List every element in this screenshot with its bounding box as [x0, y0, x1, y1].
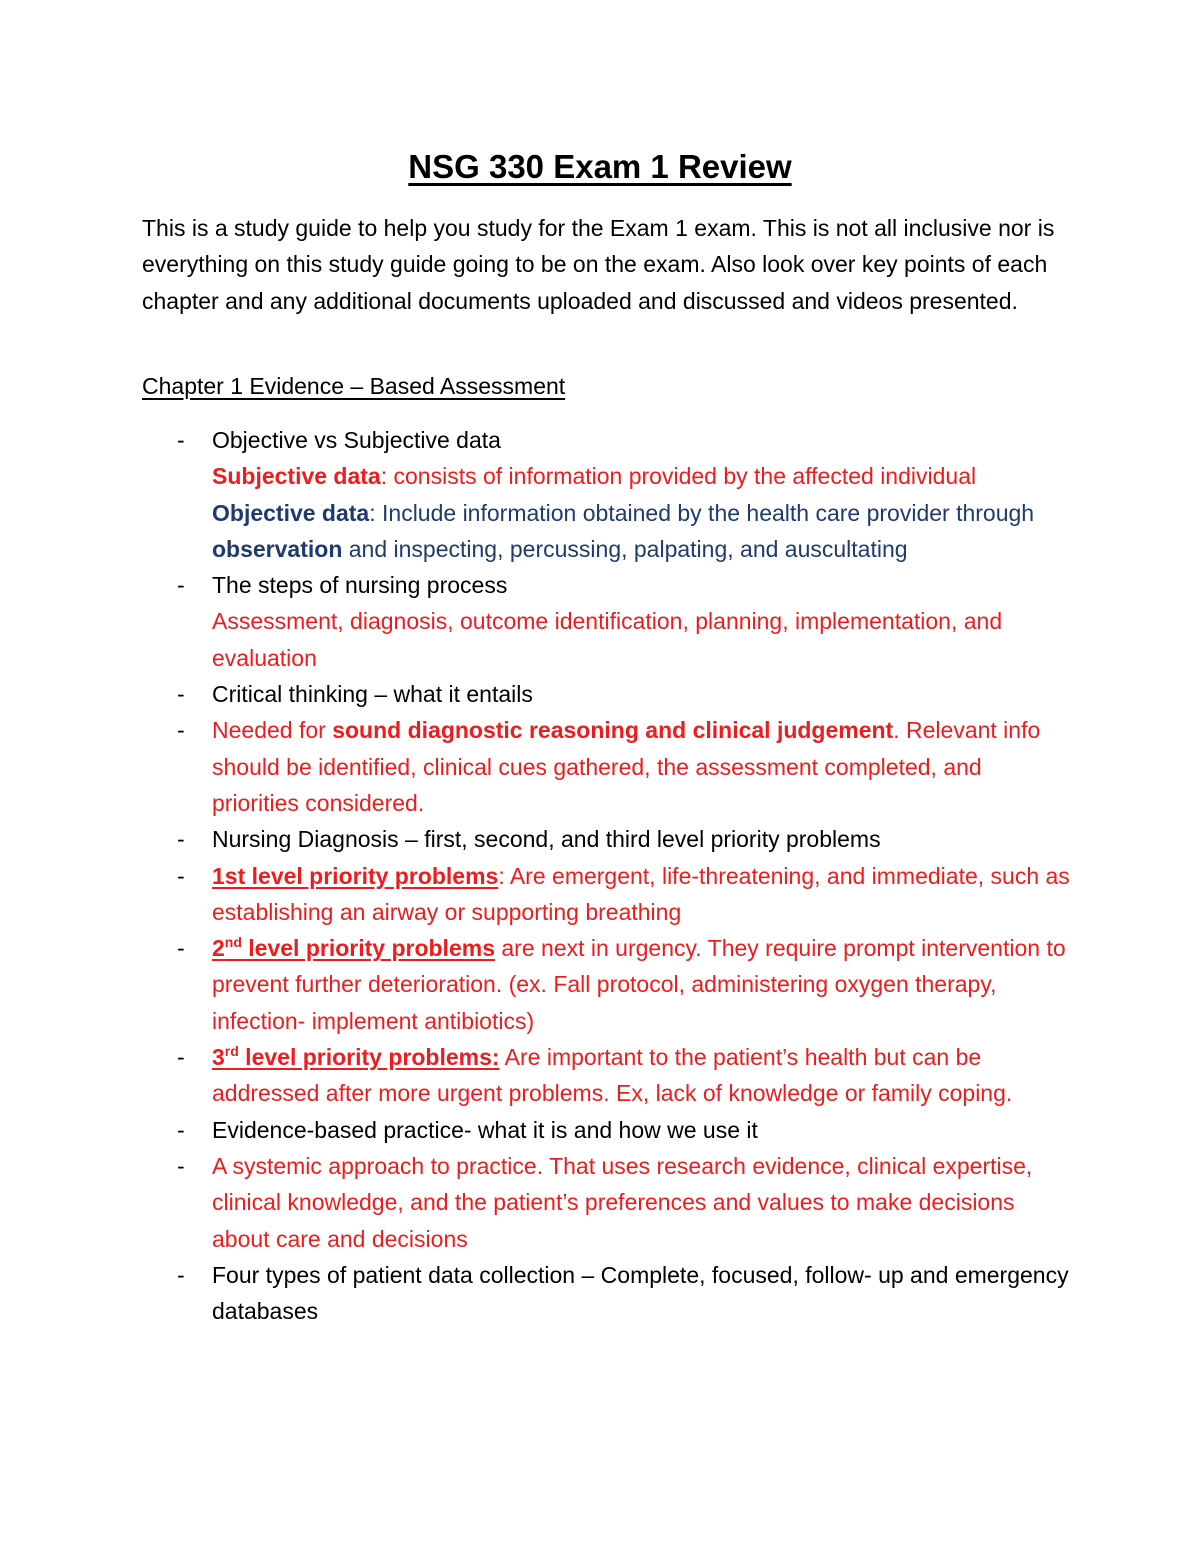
- bullet-dash: -: [177, 826, 185, 853]
- list-item-obj-subj: [0, 422, 1072, 567]
- list-item-second-level: [0, 930, 1072, 1039]
- item-prompt: Nursing Diagnosis – first, second, and third level priority problems: [212, 826, 881, 853]
- first-level-text: : Are emergent, life-threatening, and immediate, such as establishing an airway or supporting breathing: [212, 862, 1070, 925]
- bullet-dash: -: [177, 1044, 185, 1071]
- bullet-dash: -: [177, 1261, 185, 1288]
- third-level-term: [212, 1044, 500, 1070]
- study-list: [0, 422, 1200, 1329]
- item-text-2: . Relevant info should be identified, clinical cues gathered, the assessment completed, and priorities considered.: [212, 717, 1041, 816]
- item-prompt: Objective vs Subjective data: [212, 427, 501, 453]
- bullet-dash: -: [177, 935, 185, 962]
- bullet-dash: -: [177, 717, 185, 744]
- item-text-1: Needed for: [212, 717, 333, 744]
- subjective-text: consists of information provided by the affected individual: [387, 463, 977, 490]
- objective-text-2: and inspecting, percussing, palpating, and auscultating: [342, 535, 908, 562]
- bullet-dash: -: [177, 427, 185, 453]
- list-item-nursing-diagnosis: [0, 821, 1072, 857]
- item-text-bold: sound diagnostic reasoning and clinical judgement: [332, 717, 894, 744]
- second-level-num: 2: [212, 935, 225, 962]
- third-level-label: level priority problems:: [238, 1044, 500, 1071]
- item-prompt: Four types of patient data collection – Complete, focused, follow- up and emergency databases: [212, 1261, 1069, 1325]
- list-item-needed-for: [0, 712, 1072, 821]
- objective-definition: [212, 495, 1072, 568]
- item-answer: A systemic approach to practice. That uses research evidence, clinical expertise, clinical knowledge, and the patient’s preferences and values to make decisions about care and decisions: [212, 1152, 1033, 1252]
- item-prompt: Critical thinking – what it entails: [212, 681, 533, 708]
- second-level-term: [212, 935, 495, 961]
- bullet-dash: -: [177, 1152, 185, 1179]
- third-level-num: 3: [212, 1044, 225, 1071]
- objective-term: Objective data: [212, 499, 370, 526]
- page-title: NSG 330 Exam 1 Review: [408, 148, 792, 185]
- list-item-critical-thinking: [0, 676, 1072, 712]
- intro-paragraph: [142, 210, 1072, 319]
- third-level-sup: rd: [224, 1043, 239, 1060]
- bullet-dash: -: [177, 681, 185, 708]
- list-item-data-collection: [0, 1257, 1072, 1330]
- subjective-definition: [212, 458, 1072, 494]
- bullet-dash: -: [177, 572, 185, 599]
- chapter-heading: Chapter 1 Evidence – Based Assessment: [142, 373, 566, 399]
- objective-text-bold: observation: [212, 535, 343, 562]
- list-item-first-level: [0, 858, 1072, 931]
- subjective-term: Subjective data: [212, 463, 381, 490]
- list-item-ebp: [0, 1112, 1072, 1148]
- objective-text-1: Include information obtained by the health care provider through: [375, 499, 1035, 526]
- second-level-text: are next in urgency. They require prompt intervention to prevent further deterioration. (ex. Fall protocol, administering oxygen therapy, infection- implement antibiotics): [212, 935, 1066, 1034]
- item-prompt: The steps of nursing process: [212, 572, 508, 599]
- second-level-label: level priority problems: [241, 935, 495, 962]
- list-item-third-level: [0, 1039, 1072, 1112]
- list-item-ebp-answer: [0, 1148, 1072, 1257]
- list-item-nursing-process: [0, 567, 1072, 676]
- subjective-colon: :: [380, 463, 388, 490]
- item-prompt: Evidence-based practice- what it is and how we use it: [212, 1116, 758, 1143]
- third-level-text: Are important to the patient’s health but can be addressed after more urgent problems. Ex, lack of knowledge or family coping.: [212, 1044, 1013, 1107]
- objective-colon: :: [369, 499, 376, 526]
- bullet-dash: -: [177, 1116, 185, 1143]
- first-level-term: 1st level priority problems: [212, 862, 499, 889]
- item-answer: Assessment, diagnosis, outcome identification, planning, implementation, and evaluation: [212, 608, 1003, 671]
- intro-text: This is a study guide to help you study for the Exam 1 exam. This is not all inclusive nor is everything on this study guide going to be on the exam. Also look over key points of each chapter and any additional documents uploaded and discussed and videos presented.: [142, 215, 1055, 314]
- second-level-sup: nd: [224, 934, 242, 951]
- bullet-dash: -: [177, 862, 185, 889]
